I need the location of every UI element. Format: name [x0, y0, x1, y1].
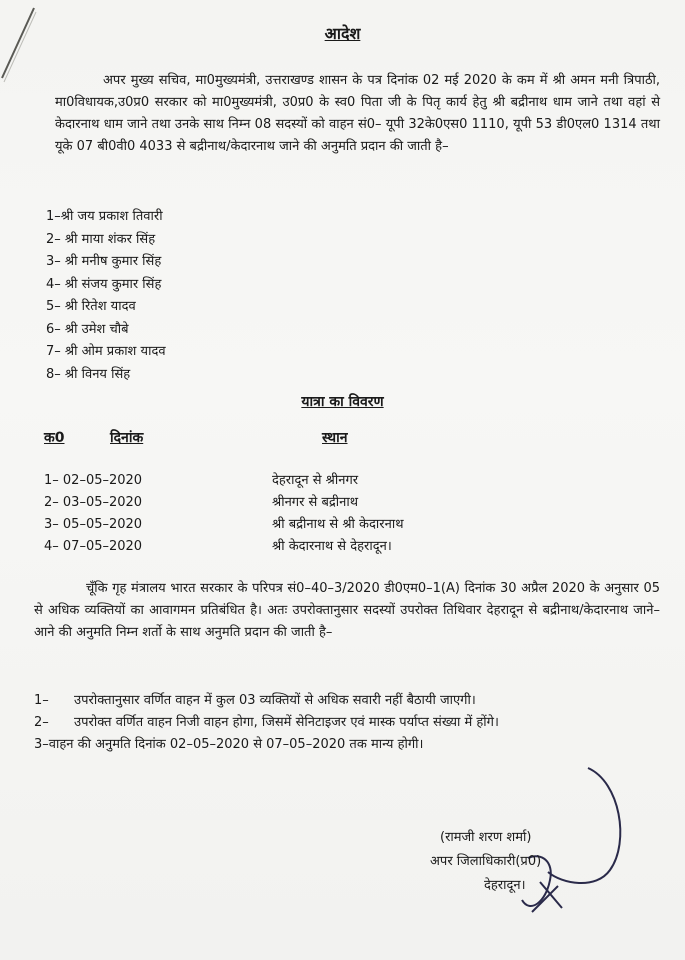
- order-title: आदेश: [324, 24, 361, 43]
- serial-column-header: क0: [44, 430, 65, 446]
- member-item: 4– श्री संजय कुमार सिंह: [46, 276, 162, 292]
- member-item: 6– श्री उमेश चौबे: [46, 321, 129, 337]
- trip-place: श्रीनगर से बद्रीनाथ: [272, 495, 359, 510]
- condition-text: 3–वाहन की अनुमति दिनांक 02–05–2020 से 07–05–2020 तक मान्य होगी।: [34, 737, 424, 752]
- trip-table: [44, 470, 644, 558]
- conditions-list: [34, 690, 660, 756]
- signatory-block: [430, 826, 542, 898]
- condition-number: 2–: [34, 715, 49, 730]
- trip-row: [44, 536, 644, 558]
- condition-text: उपरोक्तानुसार वर्णित वाहन में कुल 03 व्यक्तियों से अधिक सवारी नहीं बैठायी जाएगी।: [74, 693, 476, 708]
- condition-text: उपरोक्त वर्णित वाहन निजी वाहन होगा, जिसमें सेनिटाइजर एवं मास्क पर्याप्त संख्या में होंगे।: [74, 715, 499, 730]
- trip-row: [44, 470, 644, 492]
- signatory-place: देहरादून।: [484, 878, 526, 893]
- place-column-header: स्थान: [322, 430, 348, 446]
- member-item: 8– श्री विनय सिंह: [46, 366, 131, 382]
- member-item: 2– श्री माया शंकर सिंह: [46, 231, 156, 247]
- trip-place: श्री केदारनाथ से देहरादून।: [272, 539, 392, 554]
- trip-date: 3– 05–05–2020: [44, 517, 143, 532]
- member-item: 7– श्री ओम प्रकाश यादव: [46, 344, 166, 359]
- trip-date: 2– 03–05–2020: [44, 495, 143, 510]
- paper-fold-mark: [0, 0, 60, 90]
- condition-item: [34, 734, 660, 756]
- trip-date: 1– 02–05–2020: [44, 473, 143, 488]
- signatory-name: (रामजी शरण शर्मा): [440, 830, 532, 845]
- member-item: 3– श्री मनीष कुमार सिंह: [46, 254, 162, 269]
- circular-paragraph: चूँकि गृह मंत्रालय भारत सरकार के परिपत्र सं0–40–3/2020 डी0एम0–1(A) दिनांक 30 अप्रैल 2020 के अनुसार 05 से अधिक व्यक्तियों का आवागमन प्रतिबंधित है। अतः उपरोक्तानुसार सदस्यों उपरोक्त तिथिवार देहरादून से बद्रीनाथ/केदारनाथ जाने–आने की अनुमति निम्न शर्तो के साथ अनुमति प्रदान की जाती है–: [34, 581, 660, 640]
- condition-item: [34, 690, 660, 712]
- date-column-header: दिनांक: [110, 430, 144, 446]
- condition-number: 1–: [34, 693, 49, 708]
- member-item: 5– श्री रितेश यादव: [46, 299, 136, 314]
- signatory-designation: अपर जिलाधिकारी(प्र0): [430, 854, 542, 869]
- trip-date: 4– 07–05–2020: [44, 539, 143, 554]
- member-item: 1–श्री जय प्रकाश तिवारी: [46, 209, 163, 224]
- members-list: [46, 206, 166, 386]
- condition-item: [34, 712, 660, 734]
- trip-row: [44, 514, 644, 536]
- trip-place: देहरादून से श्रीनगर: [272, 473, 359, 488]
- trip-details-title: यात्रा का विवरण: [301, 394, 384, 410]
- intro-paragraph: अपर मुख्य सचिव, मा0मुख्यमंत्री, उत्तराखण्ड शासन के पत्र दिनांक 02 मई 2020 के कम में श्री अमन मनी त्रिपाठी, मा0विधायक,उ0प्र0 सरकार को मा0मुख्यमंत्री, उ0प्र0 के स्व0 पिता जी के पितृ कार्य हेतु श्री बद्रीनाथ धाम जाने तथा वहां से केदारनाथ धाम जाने तथा उनके साथ निम्न 08 सदस्यों को वाहन सं0– यूपी 32के0एस0 1110, यूपी 53 डी0एल0 1314 तथा यूके 07 बी0वी0 4033 से बद्रीनाथ/केदारनाथ जाने की अनुमति प्रदान की जाती है–: [55, 73, 660, 154]
- trip-row: [44, 492, 644, 514]
- trip-place: श्री बद्रीनाथ से श्री केदारनाथ: [272, 517, 404, 532]
